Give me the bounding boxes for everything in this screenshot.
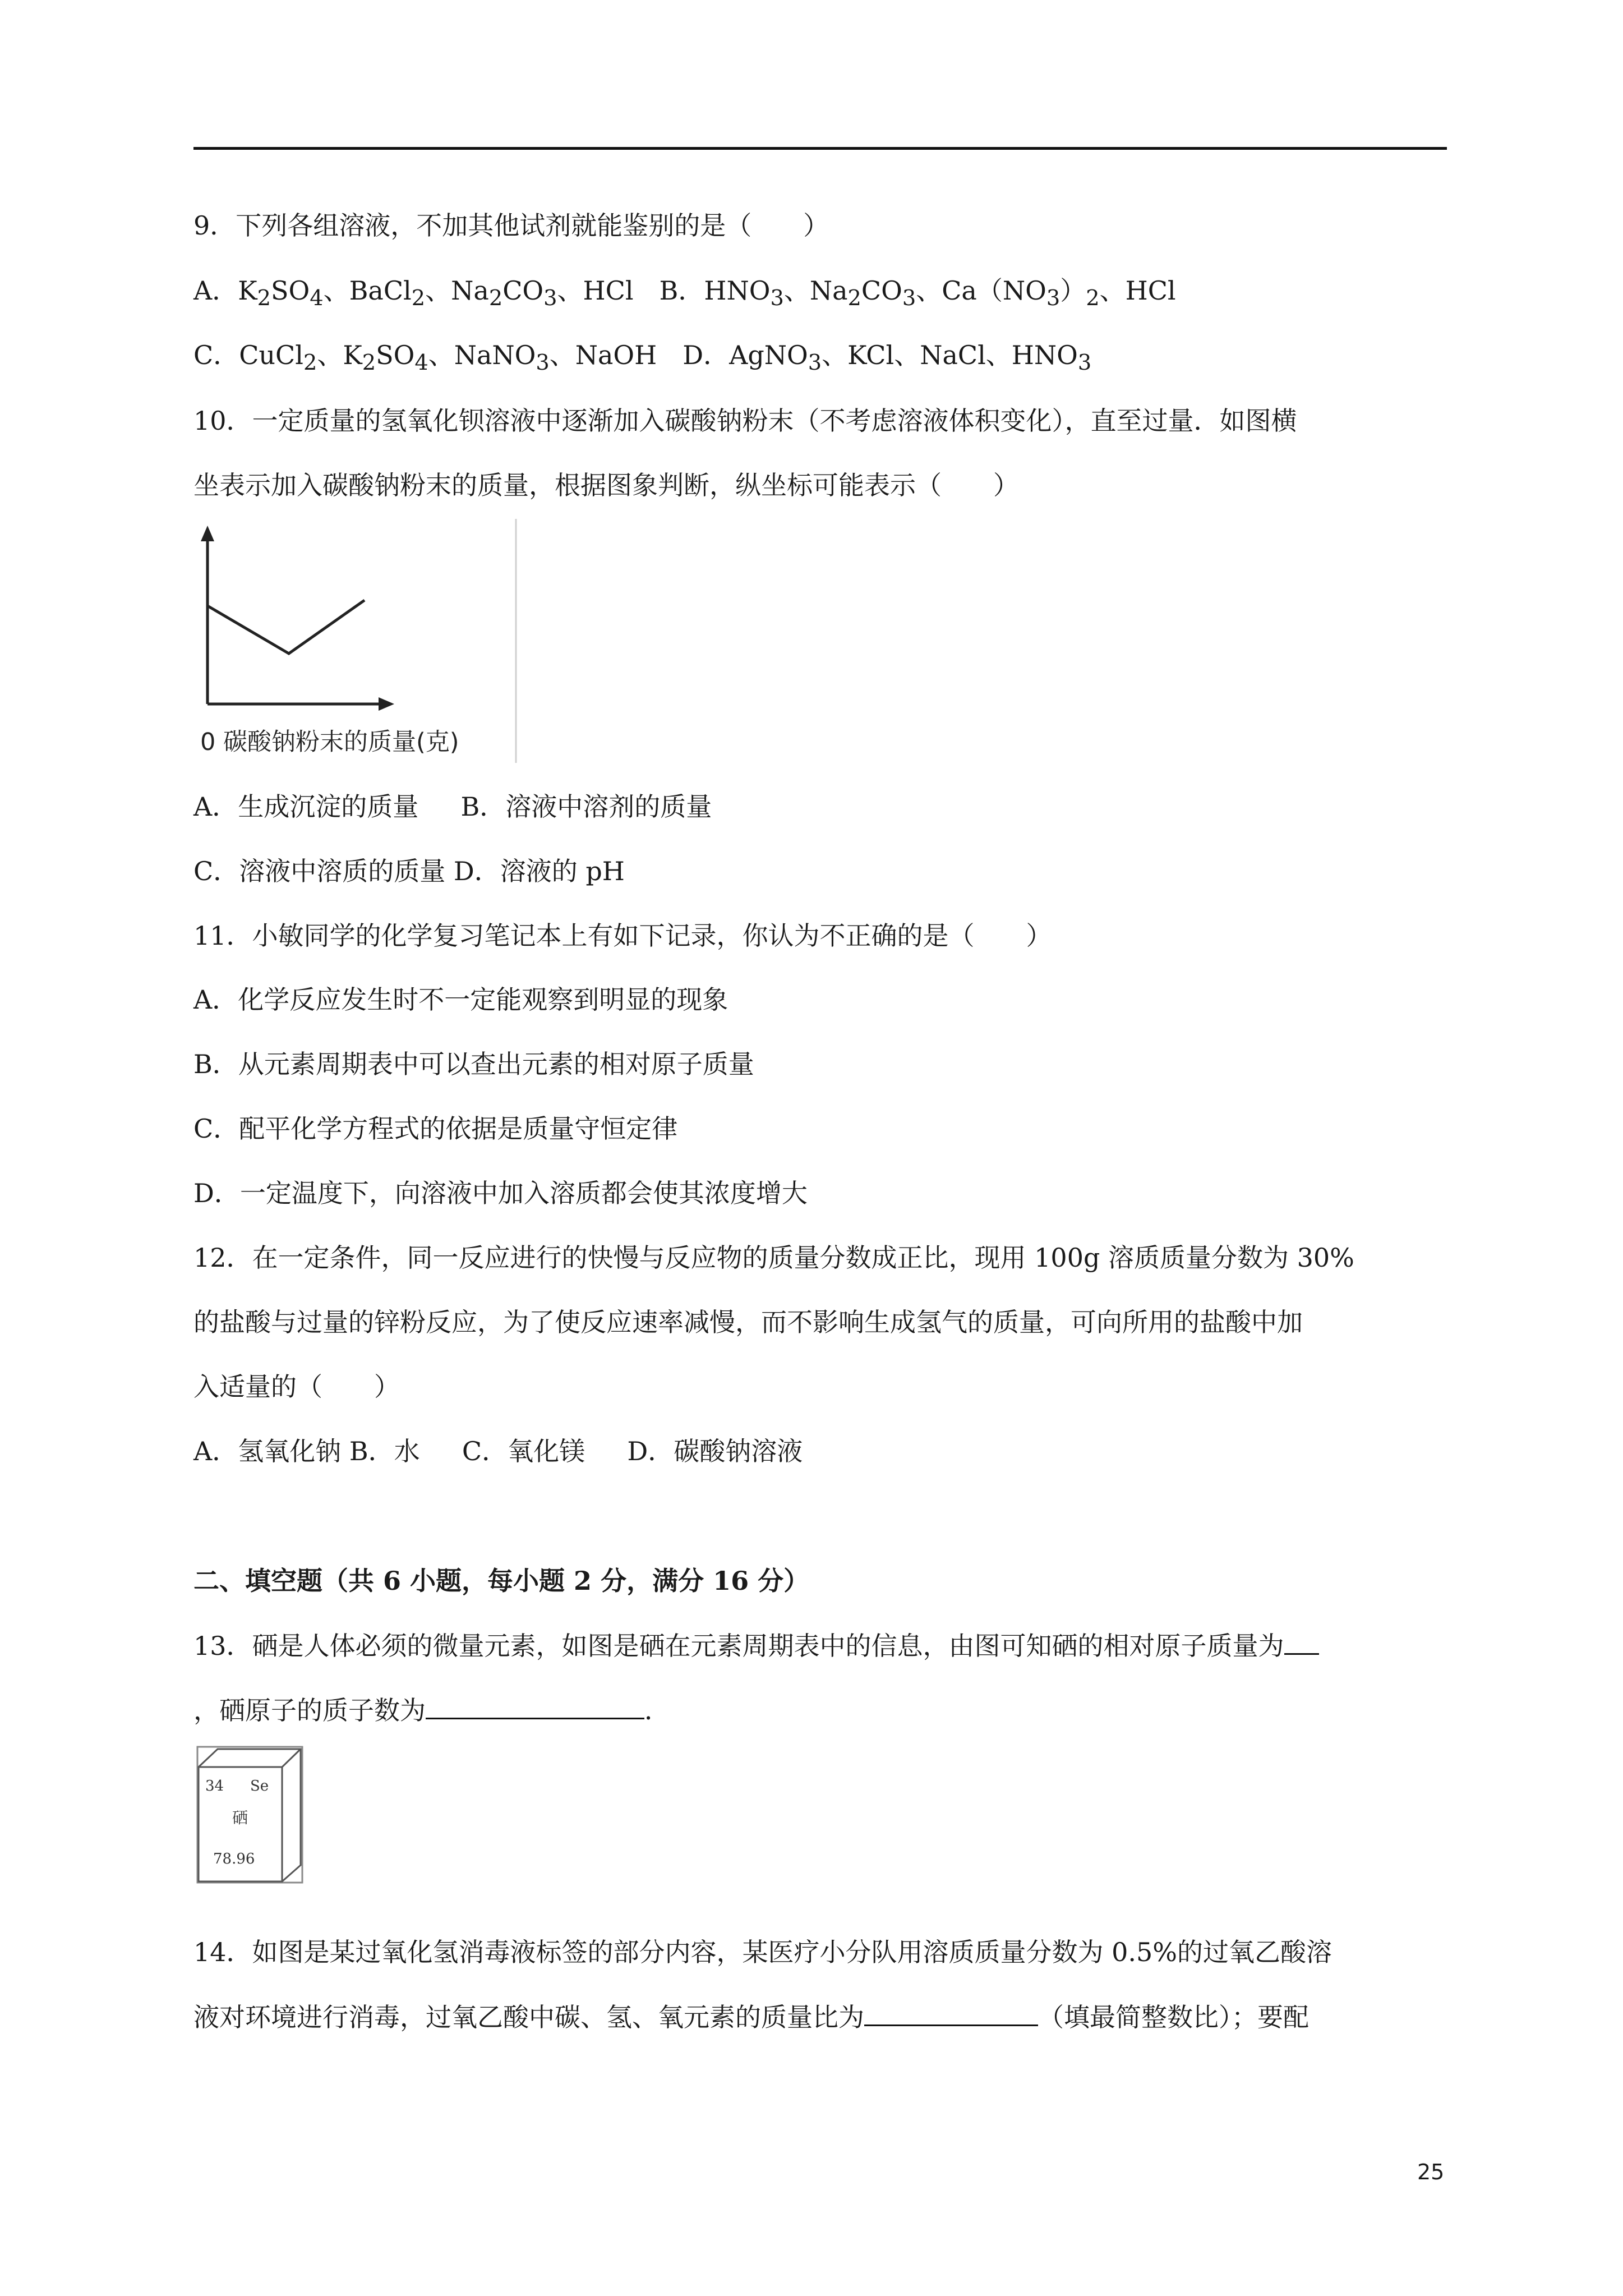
q13-blank-1[interactable] bbox=[1284, 1628, 1319, 1655]
q12-options: A．氢氧化钠 B．水 C．氧化镁 D．碳酸钠溶液 bbox=[193, 1436, 803, 1466]
q11-option-a: A．化学反应发生时不一定能观察到明显的现象 bbox=[193, 984, 728, 1015]
q11-option-b: B．从元素周期表中可以查出元素的相对原子质量 bbox=[193, 1049, 754, 1079]
q13-line2: ，硒原子的质子数为 ． bbox=[193, 1693, 670, 1727]
q9-options-ab: A．$K_2SO_4$、BaCl$_2$、$Na_2CO_3$、HCl B．$HNO_3$、$Na_2CO_3$、$Ca(NO_3)_2$、HCl bbox=[193, 275, 1176, 311]
page-number: 25 bbox=[1417, 2160, 1445, 2184]
element-symbol: Se bbox=[250, 1778, 269, 1795]
q13-line1: 13．硒是人体必须的微量元素，如图是硒在元素周期表中的信息，由图可知硒的相对原子质量为 bbox=[193, 1628, 1319, 1663]
q13-blank-2[interactable] bbox=[426, 1693, 644, 1719]
q11-option-d: D．一定温度下，向溶液中加入溶质都会使其浓度增大 bbox=[193, 1178, 808, 1208]
element-mass: 78.96 bbox=[213, 1851, 255, 1867]
header-rule bbox=[193, 147, 1447, 150]
q10-graph-x-label: 0 碳酸钠粉末的质量(克) bbox=[200, 728, 459, 756]
element-name: 硒 bbox=[232, 1809, 248, 1827]
q12-line3: 入适量的（ ） bbox=[193, 1372, 400, 1402]
q12-line1: 12．在一定条件，同一反应进行的快慢与反应物的质量分数成正比，现用 100g 溶质质量分数为 30% bbox=[193, 1243, 1354, 1273]
q11-option-c: C．配平化学方程式的依据是质量守恒定律 bbox=[193, 1114, 678, 1144]
q10-options-ab: A．生成沉淀的质量 B．溶液中溶剂的质量 bbox=[193, 792, 712, 822]
q14-blank-1[interactable] bbox=[864, 2000, 1038, 2026]
q9-options-cd: C．CuCl$_2$、$K_2SO_4$、NaNO$_3$、NaOH D．AgNO$_3$、KCl、NaCl、$HNO_3$ bbox=[193, 340, 1092, 376]
q14-line1: 14．如图是某过氧化氢消毒液标签的部分内容，某医疗小分队用溶质质量分数为 0.5%的过氧乙酸溶 bbox=[193, 1937, 1332, 1967]
q14-line2: 液对环境进行消毒，过氧乙酸中碳、氢、氧元素的质量比为 （填最简整数比）；要配 bbox=[193, 2000, 1309, 2034]
element-number: 34 bbox=[205, 1778, 224, 1795]
q9-stem: 9．下列各组溶液，不加其他试剂就能鉴别的是（ ） bbox=[193, 210, 829, 241]
section-title: 二、填空题（共 6 小题，每小题 2 分，满分 16 分） bbox=[193, 1566, 810, 1596]
q11-stem: 11．小敏同学的化学复习笔记本上有如下记录，你认为不正确的是（ ） bbox=[193, 921, 1052, 951]
selenium-element-card bbox=[195, 1745, 305, 1885]
q10-line2: 坐表示加入碳酸钠粉末的质量，根据图象判断，纵坐标可能表示（ ） bbox=[193, 470, 1019, 500]
q10-options-cd: C．溶液中溶质的质量 D．溶液的 pH bbox=[193, 856, 625, 886]
q12-line2: 的盐酸与过量的锌粉反应，为了使反应速率减慢，而不影响生成氢气的质量，可向所用的盐酸中加 bbox=[193, 1307, 1303, 1337]
q10-line1: 10．一定质量的氢氧化钡溶液中逐渐加入碳酸钠粉末（不考虑溶液体积变化），直至过量．如图横 bbox=[193, 406, 1297, 436]
q10-graph bbox=[193, 519, 519, 763]
